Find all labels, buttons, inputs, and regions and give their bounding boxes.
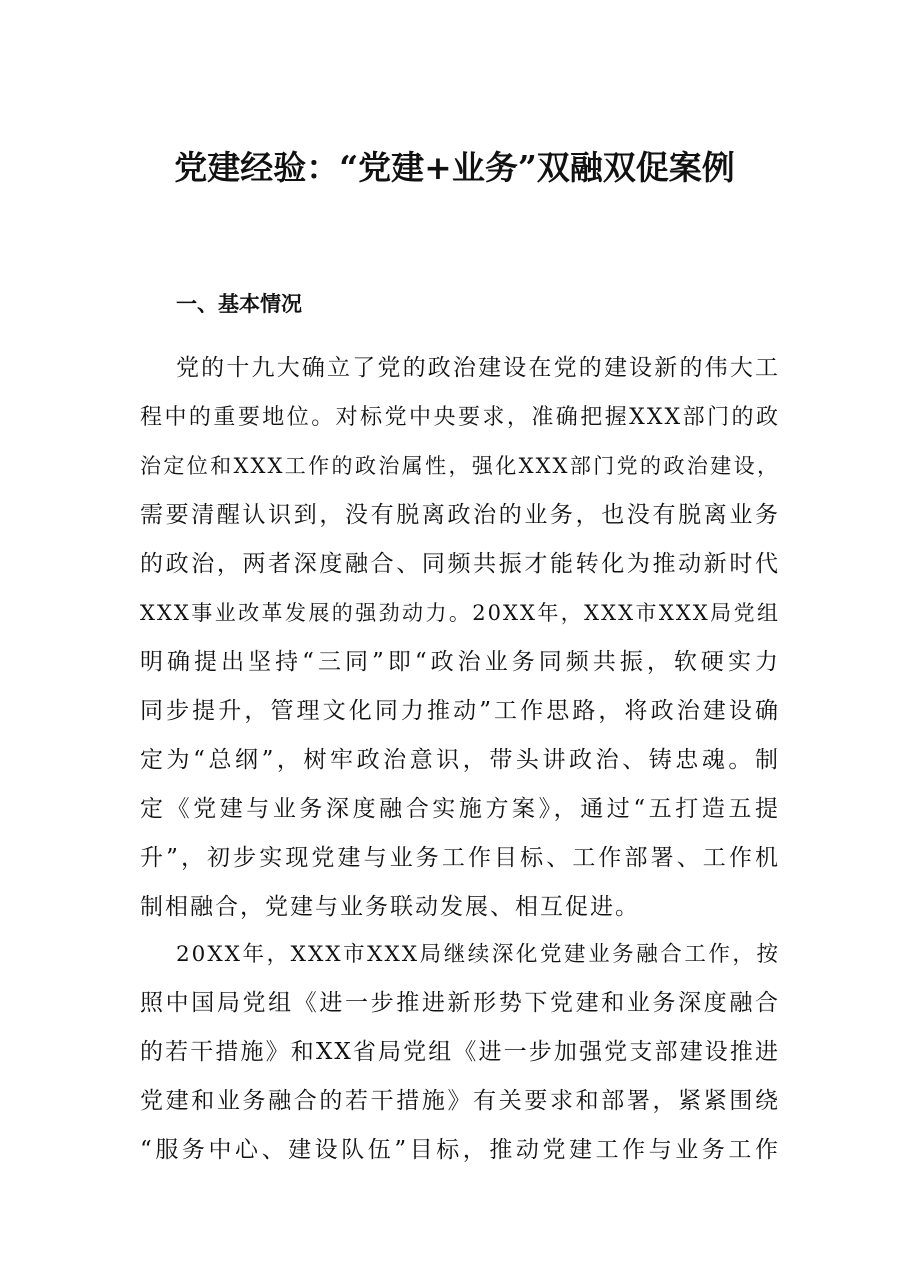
paragraph-line: 升”，初步实现党建与业务工作目标、工作部署、工作机 — [140, 845, 780, 871]
paragraph-line: 程中的重要地位。对标党中央要求，准确把握XXX部门的政 — [140, 405, 780, 430]
paragraph-line: 的若干措施》和XX省局党组《进一步加强党支部建设推进 — [140, 1039, 780, 1065]
paragraph-line: “服务中心、建设队伍”目标，推动党建工作与业务工作 — [140, 1137, 780, 1163]
paragraph-line: 需要清醒认识到，没有脱离政治的业务，也没有脱离业务 — [140, 502, 780, 528]
paragraph-line: 党建和业务融合的若干措施》有关要求和部署，紧紧围绕 — [140, 1088, 780, 1114]
paragraph-line: 明确提出坚持“三同”即“政治业务同频共振，软硬实力 — [140, 649, 780, 675]
paragraph-line: 治定位和XXX工作的政治属性，强化XXX部门党的政治建设， — [140, 454, 780, 478]
paragraph-line: XXX事业改革发展的强劲动力。20XX年，XXX市XXX局党组 — [140, 601, 780, 625]
paragraph-line: 制相融合，党建与业务联动发展、相互促进。 — [140, 894, 640, 920]
section-heading-basic-situation: 一、基本情况 — [176, 292, 302, 316]
paragraph-line: 同步提升，管理文化同力推动”工作思路，将政治建设确 — [140, 698, 780, 724]
paragraph-line: 20XX年，XXX市XXX局继续深化党建业务融合工作，按 — [176, 942, 780, 967]
paragraph-1 — [140, 344, 780, 932]
document-title: 党建经验：“党建+业务”双融双促案例 — [174, 148, 735, 187]
paragraph-line: 照中国局党组《进一步推进新形势下党建和业务深度融合 — [140, 990, 780, 1016]
paragraph-line: 定为“总纲”，树牢政治意识，带头讲政治、铸忠魂。制 — [140, 747, 780, 773]
paragraph-2 — [140, 930, 780, 1175]
paragraph-line: 的政治，两者深度融合、同频共振才能转化为推动新时代 — [140, 551, 780, 577]
paragraph-line: 党的十九大确立了党的政治建设在党的建设新的伟大工 — [176, 355, 780, 381]
paragraph-line: 定《党建与业务深度融合实施方案》，通过“五打造五提 — [140, 796, 780, 822]
